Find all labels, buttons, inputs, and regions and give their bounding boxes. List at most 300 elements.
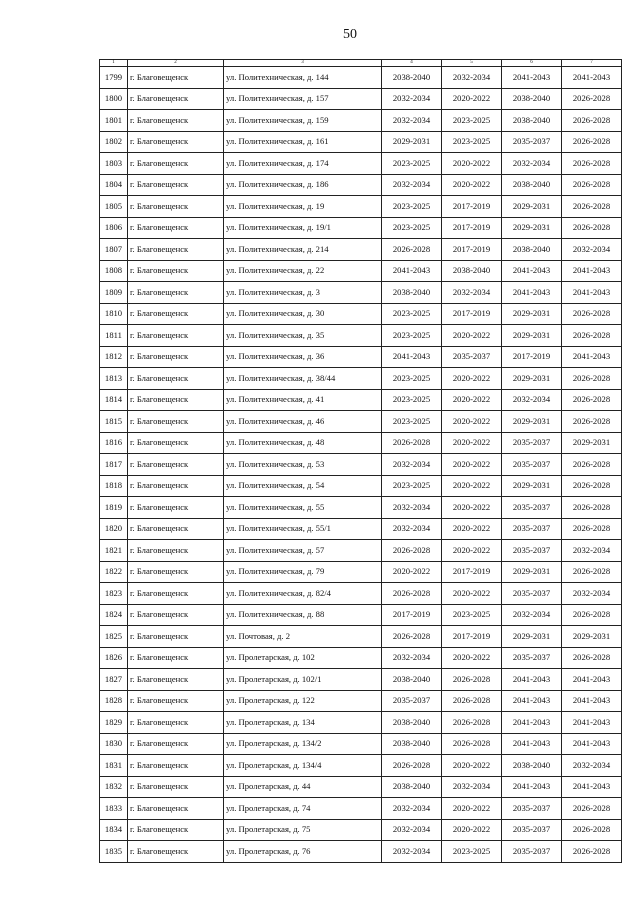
period-col5-cell: 2017-2019 [442,626,502,648]
street-address-cell: ул. Политехническая, д. 79 [224,561,382,583]
street-address-cell: ул. Политехническая, д. 19/1 [224,217,382,239]
street-address-cell: ул. Политехническая, д. 54 [224,475,382,497]
period-col6-cell: 2029-2031 [502,325,562,347]
period-col5-cell: 2023-2025 [442,110,502,132]
period-col5-cell: 2020-2022 [442,432,502,454]
table-row [100,432,622,454]
table-row [100,454,622,476]
city-cell: г. Благовещенск [128,647,224,669]
period-col7-cell: 2026-2028 [562,110,622,132]
period-col6-cell: 2041-2043 [502,282,562,304]
period-col7-cell: 2026-2028 [562,604,622,626]
table-row [100,518,622,540]
street-address-cell: ул. Пролетарская, д. 134/2 [224,733,382,755]
table-row [100,798,622,820]
period-col6-cell: 2041-2043 [502,260,562,282]
table-row [100,174,622,196]
period-col5-cell: 2020-2022 [442,389,502,411]
street-address-cell: ул. Политехническая, д. 159 [224,110,382,132]
period-col5-cell: 2020-2022 [442,647,502,669]
row-number-cell: 1812 [100,346,128,368]
row-number-cell: 1829 [100,712,128,734]
period-col4-cell: 2026-2028 [382,626,442,648]
period-col4-cell: 2041-2043 [382,260,442,282]
city-cell: г. Благовещенск [128,217,224,239]
table-row [100,475,622,497]
period-col5-cell: 2020-2022 [442,174,502,196]
period-col7-cell: 2032-2034 [562,239,622,261]
row-number-cell: 1806 [100,217,128,239]
period-col5-cell: 2017-2019 [442,303,502,325]
row-number-cell: 1835 [100,841,128,863]
period-col6-cell: 2032-2034 [502,389,562,411]
city-cell: г. Благовещенск [128,368,224,390]
table-row [100,411,622,433]
column-header-5: 5 [442,60,502,67]
period-col6-cell: 2029-2031 [502,561,562,583]
table-row [100,303,622,325]
period-col4-cell: 2023-2025 [382,217,442,239]
period-col5-cell: 2020-2022 [442,540,502,562]
city-cell: г. Благовещенск [128,131,224,153]
city-cell: г. Благовещенск [128,690,224,712]
row-number-cell: 1803 [100,153,128,175]
housing-table [99,59,622,863]
table-row [100,604,622,626]
period-col6-cell: 2041-2043 [502,776,562,798]
row-number-cell: 1811 [100,325,128,347]
period-col4-cell: 2023-2025 [382,368,442,390]
period-col4-cell: 2023-2025 [382,196,442,218]
city-cell: г. Благовещенск [128,540,224,562]
period-col5-cell: 2026-2028 [442,712,502,734]
period-col4-cell: 2020-2022 [382,561,442,583]
period-col4-cell: 2026-2028 [382,239,442,261]
period-col5-cell: 2032-2034 [442,776,502,798]
period-col6-cell: 2029-2031 [502,196,562,218]
period-col5-cell: 2020-2022 [442,153,502,175]
row-number-cell: 1830 [100,733,128,755]
period-col6-cell: 2041-2043 [502,733,562,755]
period-col4-cell: 2038-2040 [382,67,442,89]
period-col6-cell: 2041-2043 [502,669,562,691]
row-number-cell: 1815 [100,411,128,433]
page-number: 50 [343,27,357,42]
period-col7-cell: 2041-2043 [562,690,622,712]
street-address-cell: ул. Политехническая, д. 3 [224,282,382,304]
row-number-cell: 1805 [100,196,128,218]
period-col4-cell: 2038-2040 [382,712,442,734]
period-col7-cell: 2026-2028 [562,325,622,347]
table-row [100,325,622,347]
period-col6-cell: 2035-2037 [502,497,562,519]
city-cell: г. Благовещенск [128,583,224,605]
period-col6-cell: 2038-2040 [502,174,562,196]
period-col7-cell: 2032-2034 [562,540,622,562]
table-row [100,196,622,218]
street-address-cell: ул. Пролетарская, д. 76 [224,841,382,863]
period-col7-cell: 2026-2028 [562,475,622,497]
period-col4-cell: 2023-2025 [382,389,442,411]
row-number-cell: 1825 [100,626,128,648]
table-row [100,690,622,712]
row-number-cell: 1818 [100,475,128,497]
street-address-cell: ул. Политехническая, д. 55/1 [224,518,382,540]
city-cell: г. Благовещенск [128,497,224,519]
table-row [100,282,622,304]
period-col4-cell: 2026-2028 [382,755,442,777]
period-col5-cell: 2020-2022 [442,819,502,841]
period-col4-cell: 2026-2028 [382,432,442,454]
street-address-cell: ул. Пролетарская, д. 44 [224,776,382,798]
city-cell: г. Благовещенск [128,712,224,734]
period-col7-cell: 2029-2031 [562,432,622,454]
row-number-cell: 1831 [100,755,128,777]
period-col5-cell: 2020-2022 [442,518,502,540]
period-col6-cell: 2029-2031 [502,475,562,497]
period-col4-cell: 2032-2034 [382,110,442,132]
table-row [100,669,622,691]
period-col5-cell: 2020-2022 [442,755,502,777]
period-col7-cell: 2026-2028 [562,217,622,239]
period-col5-cell: 2020-2022 [442,497,502,519]
period-col4-cell: 2038-2040 [382,282,442,304]
period-col7-cell: 2041-2043 [562,67,622,89]
row-number-cell: 1816 [100,432,128,454]
row-number-cell: 1801 [100,110,128,132]
period-col7-cell: 2026-2028 [562,174,622,196]
period-col4-cell: 2026-2028 [382,583,442,605]
period-col5-cell: 2026-2028 [442,669,502,691]
period-col4-cell: 2038-2040 [382,733,442,755]
period-col7-cell: 2026-2028 [562,819,622,841]
period-col5-cell: 2020-2022 [442,88,502,110]
period-col7-cell: 2032-2034 [562,755,622,777]
period-col4-cell: 2032-2034 [382,518,442,540]
period-col4-cell: 2032-2034 [382,841,442,863]
city-cell: г. Благовещенск [128,325,224,347]
period-col6-cell: 2035-2037 [502,131,562,153]
period-col4-cell: 2017-2019 [382,604,442,626]
street-address-cell: ул. Пролетарская, д. 75 [224,819,382,841]
column-header-4: 4 [382,60,442,67]
street-address-cell: ул. Политехническая, д. 161 [224,131,382,153]
city-cell: г. Благовещенск [128,153,224,175]
period-col4-cell: 2023-2025 [382,303,442,325]
row-number-cell: 1833 [100,798,128,820]
period-col7-cell: 2041-2043 [562,346,622,368]
period-col6-cell: 2035-2037 [502,540,562,562]
period-col7-cell: 2026-2028 [562,454,622,476]
row-number-cell: 1828 [100,690,128,712]
period-col5-cell: 2017-2019 [442,239,502,261]
table-row [100,260,622,282]
row-number-cell: 1821 [100,540,128,562]
street-address-cell: ул. Пролетарская, д. 74 [224,798,382,820]
period-col4-cell: 2032-2034 [382,819,442,841]
table-row [100,153,622,175]
table-row [100,239,622,261]
row-number-cell: 1822 [100,561,128,583]
table-row [100,626,622,648]
period-col7-cell: 2026-2028 [562,497,622,519]
period-col4-cell: 2032-2034 [382,798,442,820]
period-col4-cell: 2035-2037 [382,690,442,712]
city-cell: г. Благовещенск [128,432,224,454]
city-cell: г. Благовещенск [128,110,224,132]
period-col7-cell: 2026-2028 [562,841,622,863]
row-number-cell: 1832 [100,776,128,798]
street-address-cell: ул. Политехническая, д. 48 [224,432,382,454]
row-number-cell: 1809 [100,282,128,304]
city-cell: г. Благовещенск [128,196,224,218]
street-address-cell: ул. Политехническая, д. 82/4 [224,583,382,605]
period-col6-cell: 2029-2031 [502,626,562,648]
period-col5-cell: 2017-2019 [442,196,502,218]
row-number-cell: 1813 [100,368,128,390]
street-address-cell: ул. Политехническая, д. 88 [224,604,382,626]
city-cell: г. Благовещенск [128,841,224,863]
period-col6-cell: 2035-2037 [502,841,562,863]
table-row [100,368,622,390]
table-row [100,67,622,89]
period-col7-cell: 2032-2034 [562,583,622,605]
period-col7-cell: 2026-2028 [562,153,622,175]
street-address-cell: ул. Пролетарская, д. 102/1 [224,669,382,691]
period-col7-cell: 2041-2043 [562,282,622,304]
period-col4-cell: 2032-2034 [382,497,442,519]
row-number-cell: 1826 [100,647,128,669]
period-col5-cell: 2023-2025 [442,841,502,863]
city-cell: г. Благовещенск [128,303,224,325]
street-address-cell: ул. Политехническая, д. 36 [224,346,382,368]
period-col6-cell: 2017-2019 [502,346,562,368]
city-cell: г. Благовещенск [128,454,224,476]
period-col6-cell: 2035-2037 [502,432,562,454]
street-address-cell: ул. Политехническая, д. 46 [224,411,382,433]
period-col6-cell: 2041-2043 [502,690,562,712]
row-number-cell: 1834 [100,819,128,841]
table-body [100,67,622,863]
period-col6-cell: 2032-2034 [502,604,562,626]
table-row [100,647,622,669]
city-cell: г. Благовещенск [128,346,224,368]
table-row [100,712,622,734]
period-col4-cell: 2023-2025 [382,475,442,497]
period-col6-cell: 2041-2043 [502,712,562,734]
period-col6-cell: 2041-2043 [502,67,562,89]
table-row [100,583,622,605]
street-address-cell: ул. Политехническая, д. 144 [224,67,382,89]
period-col6-cell: 2038-2040 [502,88,562,110]
period-col4-cell: 2038-2040 [382,669,442,691]
city-cell: г. Благовещенск [128,475,224,497]
table-row [100,110,622,132]
table-row [100,819,622,841]
period-col5-cell: 2017-2019 [442,217,502,239]
row-number-cell: 1799 [100,67,128,89]
street-address-cell: ул. Политехническая, д. 55 [224,497,382,519]
period-col7-cell: 2041-2043 [562,260,622,282]
table-row [100,755,622,777]
row-number-cell: 1800 [100,88,128,110]
period-col4-cell: 2032-2034 [382,647,442,669]
column-header-2: 2 [128,60,224,67]
street-address-cell: ул. Пролетарская, д. 134/4 [224,755,382,777]
row-number-cell: 1824 [100,604,128,626]
period-col5-cell: 2032-2034 [442,282,502,304]
period-col6-cell: 2038-2040 [502,239,562,261]
row-number-cell: 1804 [100,174,128,196]
period-col7-cell: 2026-2028 [562,411,622,433]
street-address-cell: ул. Пролетарская, д. 122 [224,690,382,712]
period-col6-cell: 2035-2037 [502,583,562,605]
city-cell: г. Благовещенск [128,604,224,626]
period-col7-cell: 2041-2043 [562,712,622,734]
street-address-cell: ул. Политехническая, д. 57 [224,540,382,562]
period-col5-cell: 2020-2022 [442,411,502,433]
row-number-cell: 1820 [100,518,128,540]
period-col5-cell: 2020-2022 [442,454,502,476]
period-col4-cell: 2032-2034 [382,454,442,476]
period-col7-cell: 2041-2043 [562,733,622,755]
period-col5-cell: 2017-2019 [442,561,502,583]
row-number-cell: 1814 [100,389,128,411]
street-address-cell: ул. Политехническая, д. 186 [224,174,382,196]
period-col7-cell: 2026-2028 [562,389,622,411]
table-row [100,841,622,863]
city-cell: г. Благовещенск [128,260,224,282]
table-row [100,131,622,153]
period-col6-cell: 2029-2031 [502,217,562,239]
row-number-cell: 1810 [100,303,128,325]
city-cell: г. Благовещенск [128,561,224,583]
column-header-7: 7 [562,60,622,67]
table-row [100,389,622,411]
street-address-cell: ул. Политехническая, д. 41 [224,389,382,411]
street-address-cell: ул. Политехническая, д. 174 [224,153,382,175]
period-col4-cell: 2026-2028 [382,540,442,562]
period-col5-cell: 2026-2028 [442,733,502,755]
table-row [100,540,622,562]
row-number-cell: 1817 [100,454,128,476]
table-row [100,497,622,519]
period-col5-cell: 2020-2022 [442,583,502,605]
period-col6-cell: 2029-2031 [502,368,562,390]
column-header-1: 1 [100,60,128,67]
table-row [100,733,622,755]
period-col4-cell: 2023-2025 [382,411,442,433]
row-number-cell: 1827 [100,669,128,691]
table-row [100,346,622,368]
housing-table-container [99,59,621,863]
period-col5-cell: 2023-2025 [442,131,502,153]
city-cell: г. Благовещенск [128,239,224,261]
table-row [100,217,622,239]
period-col7-cell: 2026-2028 [562,368,622,390]
street-address-cell: ул. Почтовая, д. 2 [224,626,382,648]
city-cell: г. Благовещенск [128,733,224,755]
period-col7-cell: 2041-2043 [562,669,622,691]
period-col5-cell: 2020-2022 [442,798,502,820]
period-col5-cell: 2026-2028 [442,690,502,712]
table-row [100,561,622,583]
period-col6-cell: 2029-2031 [502,411,562,433]
period-col4-cell: 2029-2031 [382,131,442,153]
row-number-cell: 1802 [100,131,128,153]
street-address-cell: ул. Политехническая, д. 30 [224,303,382,325]
period-col5-cell: 2032-2034 [442,67,502,89]
period-col5-cell: 2038-2040 [442,260,502,282]
row-number-cell: 1808 [100,260,128,282]
period-col7-cell: 2026-2028 [562,303,622,325]
city-cell: г. Благовещенск [128,88,224,110]
period-col4-cell: 2041-2043 [382,346,442,368]
street-address-cell: ул. Пролетарская, д. 102 [224,647,382,669]
period-col6-cell: 2035-2037 [502,454,562,476]
city-cell: г. Благовещенск [128,626,224,648]
period-col7-cell: 2026-2028 [562,518,622,540]
period-col4-cell: 2023-2025 [382,153,442,175]
period-col6-cell: 2035-2037 [502,647,562,669]
period-col4-cell: 2038-2040 [382,776,442,798]
table-row [100,776,622,798]
period-col5-cell: 2020-2022 [442,325,502,347]
city-cell: г. Благовещенск [128,819,224,841]
period-col7-cell: 2026-2028 [562,798,622,820]
city-cell: г. Благовещенск [128,174,224,196]
period-col6-cell: 2035-2037 [502,518,562,540]
period-col6-cell: 2038-2040 [502,110,562,132]
row-number-cell: 1819 [100,497,128,519]
period-col5-cell: 2035-2037 [442,346,502,368]
period-col5-cell: 2020-2022 [442,475,502,497]
period-col7-cell: 2026-2028 [562,131,622,153]
column-header-3: 3 [224,60,382,67]
city-cell: г. Благовещенск [128,669,224,691]
table-row [100,88,622,110]
city-cell: г. Благовещенск [128,798,224,820]
city-cell: г. Благовещенск [128,411,224,433]
period-col7-cell: 2029-2031 [562,626,622,648]
period-col6-cell: 2032-2034 [502,153,562,175]
period-col7-cell: 2026-2028 [562,647,622,669]
street-address-cell: ул. Политехническая, д. 22 [224,260,382,282]
period-col6-cell: 2029-2031 [502,303,562,325]
period-col7-cell: 2026-2028 [562,196,622,218]
city-cell: г. Благовещенск [128,776,224,798]
street-address-cell: ул. Политехническая, д. 157 [224,88,382,110]
street-address-cell: ул. Политехническая, д. 214 [224,239,382,261]
city-cell: г. Благовещенск [128,67,224,89]
table-header [100,60,622,67]
row-number-cell: 1807 [100,239,128,261]
street-address-cell: ул. Политехническая, д. 53 [224,454,382,476]
street-address-cell: ул. Политехническая, д. 19 [224,196,382,218]
header-row [100,60,622,67]
period-col5-cell: 2023-2025 [442,604,502,626]
city-cell: г. Благовещенск [128,518,224,540]
city-cell: г. Благовещенск [128,389,224,411]
period-col7-cell: 2041-2043 [562,776,622,798]
period-col6-cell: 2038-2040 [502,755,562,777]
street-address-cell: ул. Политехническая, д. 38/44 [224,368,382,390]
period-col5-cell: 2020-2022 [442,368,502,390]
street-address-cell: ул. Пролетарская, д. 134 [224,712,382,734]
column-header-6: 6 [502,60,562,67]
period-col6-cell: 2035-2037 [502,819,562,841]
period-col4-cell: 2032-2034 [382,88,442,110]
